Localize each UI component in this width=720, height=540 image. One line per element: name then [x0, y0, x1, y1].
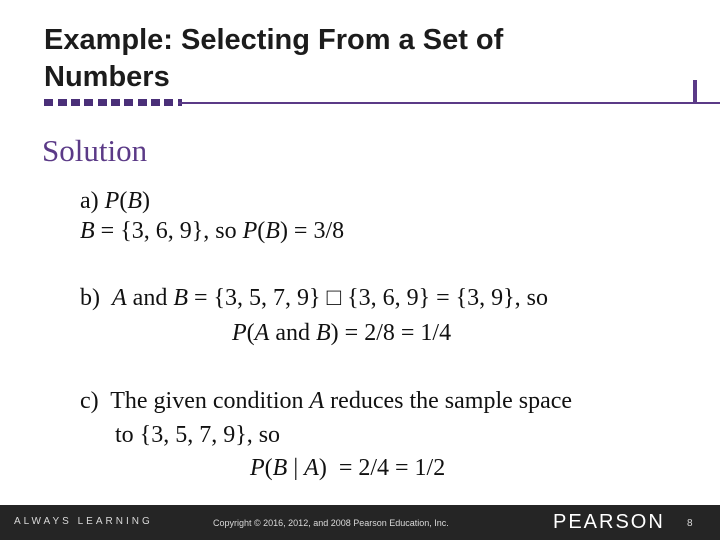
part-b-line2 [232, 320, 451, 347]
text-run: a) [80, 188, 105, 214]
text-run: and [126, 285, 174, 311]
part-a-line2 [80, 218, 344, 245]
title-corner-bar [693, 80, 697, 102]
math-variable: P [232, 320, 247, 346]
math-variable: A [309, 388, 325, 414]
slide-title-line1: Example: Selecting From a Set of [44, 24, 504, 56]
text-run: = {3, 5, 7, 9} □ {3, 6, 9} = {3, 9}, so [188, 285, 549, 311]
math-variable: B [272, 455, 288, 481]
math-variable: P [104, 188, 120, 214]
part-b-line1 [80, 285, 548, 312]
text-run: ) [142, 188, 150, 214]
slide-subtitle: Solution [42, 133, 148, 168]
part-a-line1 [80, 188, 150, 215]
page-number: 8 [687, 518, 693, 529]
part-c-line3 [250, 455, 445, 482]
text-run: ( [246, 320, 255, 346]
text-run: to {3, 5, 7, 9}, so [115, 422, 281, 448]
math-variable: A [304, 455, 319, 481]
math-variable: B [265, 218, 280, 244]
math-variable: A [254, 320, 270, 346]
slide-title-line2: Numbers [44, 61, 170, 93]
slide-title [44, 22, 644, 96]
footer-tagline: ALWAYS LEARNING [14, 516, 153, 527]
math-variable: B [127, 188, 142, 214]
text-run: ( [257, 218, 266, 244]
math-variable: P [242, 218, 258, 244]
text-run: b) [80, 285, 112, 311]
text-run: ( [119, 188, 128, 214]
pearson-logo: PEARSON [553, 511, 665, 533]
text-run: c) The given condition [80, 388, 310, 414]
footer-bar [0, 505, 720, 540]
math-variable: B [173, 285, 188, 311]
text-run: ) = 2/8 = 1/4 [330, 320, 452, 346]
math-variable: P [250, 455, 265, 481]
part-c-line1 [80, 388, 572, 415]
text-run: ( [264, 455, 273, 481]
title-underline [178, 102, 720, 104]
math-variable: A [112, 285, 127, 311]
math-variable: B [80, 218, 95, 244]
text-run: reduces the sample space [324, 388, 573, 414]
text-run: and [269, 320, 316, 346]
part-c-line2 [115, 422, 280, 449]
text-run: = {3, 6, 9}, so [94, 218, 243, 244]
text-run: | [287, 455, 305, 481]
text-run: ) = 3/8 [279, 218, 345, 244]
footer-copyright: Copyright © 2016, 2012, and 2008 Pearson Education, Inc. [213, 518, 449, 528]
math-variable: B [316, 320, 331, 346]
text-run: ) = 2/4 = 1/2 [318, 455, 446, 481]
